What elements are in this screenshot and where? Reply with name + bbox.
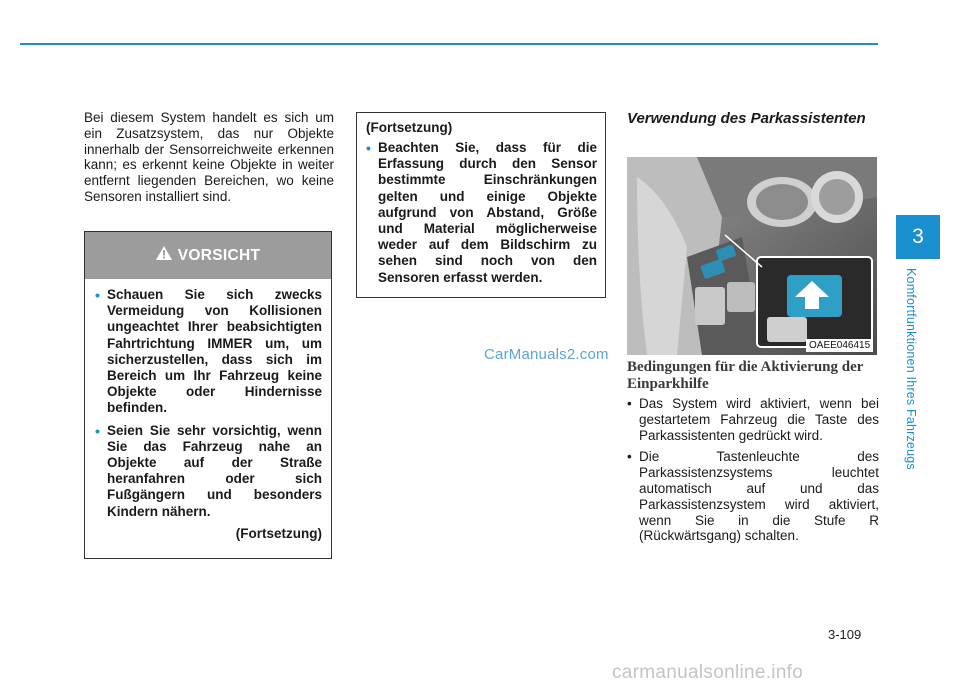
continuation-box [356,112,606,298]
continuation-head: (Fortsetzung) [366,120,453,135]
caution-body [85,279,331,542]
list-item-text: Das System wird aktiviert, wenn bei gestartetem Fahrzeug die Taste des Parkassistenten gedrückt wird. [639,396,879,443]
continuation-bullet [366,140,597,286]
caution-bullet-text: Schauen Sie sich zwecks Vermeidung von Kollisionen ungeachtet Ihrer beabsichtigten Fahrtrichtung IMMER um, um sicherzustellen, dass sich im Bereich um Ihr Fahrzeug keine Objekte oder Hindernisse befinden. [107,287,322,416]
section-title: Verwendung des Parkassistenten [627,110,866,127]
caution-continued: (Fortsetzung) [235,525,322,541]
bullet-dot-icon: • [627,449,632,465]
caution-header [85,232,331,279]
list-item [627,449,879,544]
bullet-dot-icon: • [95,287,100,303]
photo-code: OAEE046415 [806,339,873,352]
section-header [627,110,879,127]
chapter-title-text: Komfortfunktionen Ihres Fahrzeugs [904,268,918,470]
bullet-dot-icon: • [95,422,100,439]
caution-box [84,231,332,559]
intro-column [84,110,334,205]
bullet-dot-icon: • [627,396,632,411]
list-item [627,396,879,443]
top-rule [20,43,878,45]
subsection-title: Bedingungen für die Aktivierung der Einparkhilfe [627,359,864,392]
bullet-dot-icon: • [366,140,371,156]
list-item-text: Die Tastenleuchte des Parkassistenzsystems leuchtet automatisch auf und das Parkassistenzsystem wird aktiviert, wenn Sie in die Stufe R (Rückwärtsgang) schalten. [639,449,879,544]
intro-paragraph: Bei diesem System handelt es sich um ein Zusatzsystem, das nur Objekte innerhalb der Sensorreichweite erkennen kann; es erkennt keine Objekte in weiter entfernt liegenden Bereichen, wo keine Sensoren installiert sind. [84,110,334,204]
footer-watermark: carmanualsonline.info [612,662,804,683]
console-photo [627,157,877,355]
caution-bullet-text: Seien Sie sehr vorsichtig, wenn Sie das Fahrzeug nahe an Objekte auf der Straße heranfahren oder sich Fußgängern und besonders Kindern nähern. [107,422,322,519]
caution-bullet [95,423,322,520]
watermark-link[interactable]: CarManuals2.com [484,346,609,363]
warning-triangle-icon [156,246,172,265]
chapter-title [904,268,922,488]
continuation-bullet-text: Beachten Sie, dass für die Erfassung durch den Sensor bestimmte Einschränkungen gelten und einige Objekte aufgrund von Abstand, Größe und Material möglicherweise weder auf dem Bildschirm zu sehen sind noch von den Sensoren erfasst werden. [378,140,597,285]
caution-bullet [95,287,322,417]
chapter-number-tab[interactable]: 3 [896,215,940,259]
caution-title: VORSICHT [177,246,261,264]
page-number: 3-109 [828,627,862,642]
conditions-list [627,396,879,550]
